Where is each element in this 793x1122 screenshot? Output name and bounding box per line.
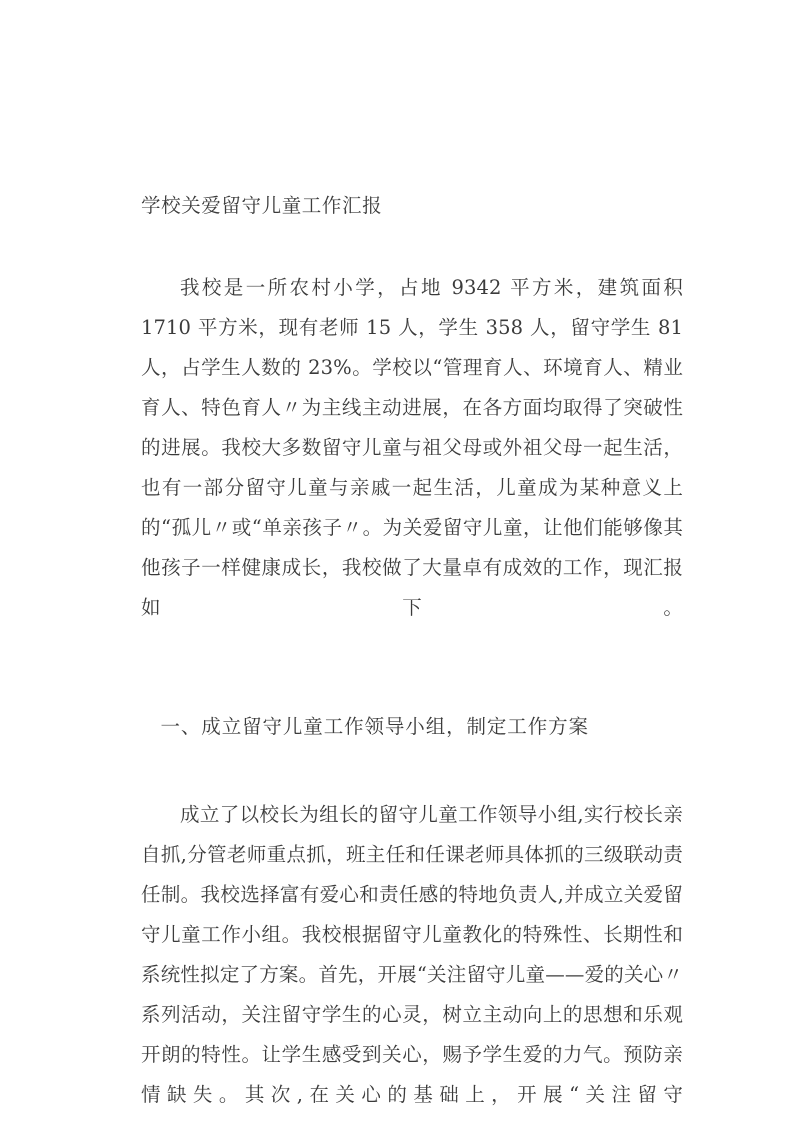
document-content: [141, 0, 683, 1122]
paragraph-overview: 我校是一所农村小学，占地 9342 平方米，建筑面积 1710 平方米，现有老师 15 人，学生 358 人，留守学生 81 人，占学生人数的 23%。学校以“管理育人、环境育人、精业育人、特色育人〃为主线主动进展，在各方面均取得了突破性的进展。我校大多数留守儿童与祖父母或外祖父母一起生活，也有一部分留守儿童与亲戚一起生活，儿童成为某种意义上的“孤儿〃或“单亲孩子〃。为关爱留守儿童，让他们能够像其他孩子一样健康成长，我校做了大量卓有成效的工作，现汇报如下。: [141, 276, 683, 619]
paragraph-leadership-group: 成立了以校长为组长的留守儿童工作领导小组,实行校长亲自抓,分管老师重点抓，班主任和任课老师具体抓的三级联动责任制。我校选择富有爱心和责任感的特地负责人,并成立关爱留守儿童工作小组。我校根据留守儿童教化的特殊性、长期性和系统性拟定了方案。首先，开展“关注留守儿童——爱的关心〃系列活动，关注留守学生的心灵，树立主动向上的思想和乐观开朗的特性。让学生感受到关心，赐予学生爱的力气。预防亲情缺失。其次,在关心的基础上，开展“关注留守: [141, 803, 683, 1106]
document-title: 学校关爱留守儿童工作汇报: [141, 194, 383, 217]
section-heading-leadership-group: 一、成立留守儿童工作领导小组，制定工作方案: [160, 715, 589, 738]
